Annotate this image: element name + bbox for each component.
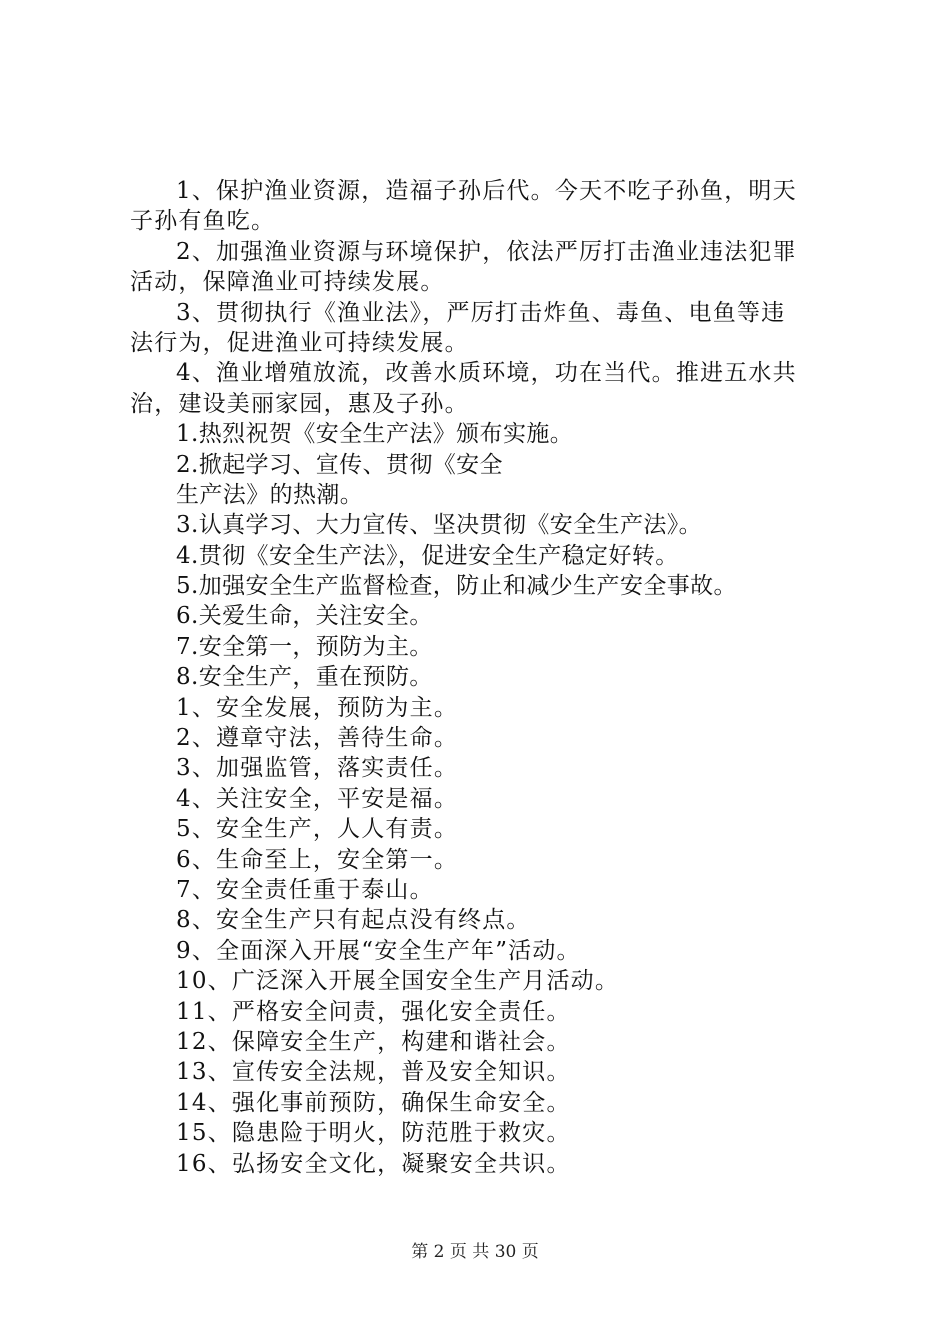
text-line: 1、保护渔业资源，造福子孙后代。今天不吃子孙鱼，明天 bbox=[176, 178, 797, 204]
text-line: 14、强化事前预防，确保生命安全。 bbox=[176, 1089, 571, 1116]
text-line: 2、遵章守法，善待生命。 bbox=[176, 725, 459, 752]
text-line: 15、隐患险于明火，防范胜于救灾。 bbox=[176, 1120, 571, 1147]
text-line: 2.掀起学习、宣传、贯彻《安全 bbox=[176, 451, 503, 478]
text-line: 5.加强安全生产监督检查，防止和减少生产安全事故。 bbox=[176, 573, 737, 600]
text-line: 7.安全第一，预防为主。 bbox=[176, 633, 433, 660]
text-line: 10、广泛深入开展全国安全生产月活动。 bbox=[176, 968, 620, 995]
text-line: 12、保障安全生产，构建和谐社会。 bbox=[176, 1028, 571, 1055]
text-line: 活动，保障渔业可持续发展。 bbox=[130, 269, 445, 296]
text-line: 13、宣传安全法规，普及安全知识。 bbox=[176, 1059, 571, 1086]
text-line: 1.热烈祝贺《安全生产法》颁布实施。 bbox=[176, 421, 574, 448]
text-line: 7、安全责任重于泰山。 bbox=[176, 876, 434, 903]
text-line: 1、安全发展，预防为主。 bbox=[176, 694, 459, 721]
text-line: 4、渔业增殖放流，改善水质环境，功在当代。推进五水共 bbox=[176, 360, 797, 387]
text-line: 生产法》的热潮。 bbox=[176, 481, 364, 508]
text-line: 9、全面深入开展“安全生产年”活动。 bbox=[176, 937, 581, 964]
text-line: 8、安全生产只有起点没有终点。 bbox=[176, 907, 531, 934]
text-line: 法行为，促进渔业可持续发展。 bbox=[130, 329, 469, 356]
text-line: 6、生命至上，安全第一。 bbox=[176, 846, 459, 873]
text-line: 8.安全生产，重在预防。 bbox=[176, 664, 433, 691]
text-line: 治，建设美丽家园，惠及子孙。 bbox=[130, 390, 469, 417]
text-line: 4.贯彻《安全生产法》，促进安全生产稳定好转。 bbox=[176, 542, 679, 569]
text-line: 4、关注安全，平安是福。 bbox=[176, 785, 459, 812]
text-line: 子孙有鱼吃。 bbox=[130, 208, 276, 235]
text-line: 3、贯彻执行《渔业法》，严厉打击炸鱼、毒鱼、电鱼等违 bbox=[176, 299, 786, 326]
text-line: 6.关爱生命，关注安全。 bbox=[176, 603, 433, 630]
text-line: 3.认真学习、大力宣传、坚决贯彻《安全生产法》。 bbox=[176, 512, 703, 539]
text-line: 5、安全生产，人人有责。 bbox=[176, 816, 459, 843]
text-line: 2、加强渔业资源与环境保护，依法严厉打击渔业违法犯罪 bbox=[176, 238, 797, 265]
document-body bbox=[130, 176, 830, 1179]
page-number-footer: 第 2 页 共 30 页 bbox=[411, 1242, 539, 1262]
text-line: 11、严格安全问责，强化安全责任。 bbox=[176, 998, 571, 1025]
text-line: 16、弘扬安全文化，凝聚安全共识。 bbox=[176, 1150, 571, 1177]
text-line: 3、加强监管，落实责任。 bbox=[176, 755, 459, 782]
